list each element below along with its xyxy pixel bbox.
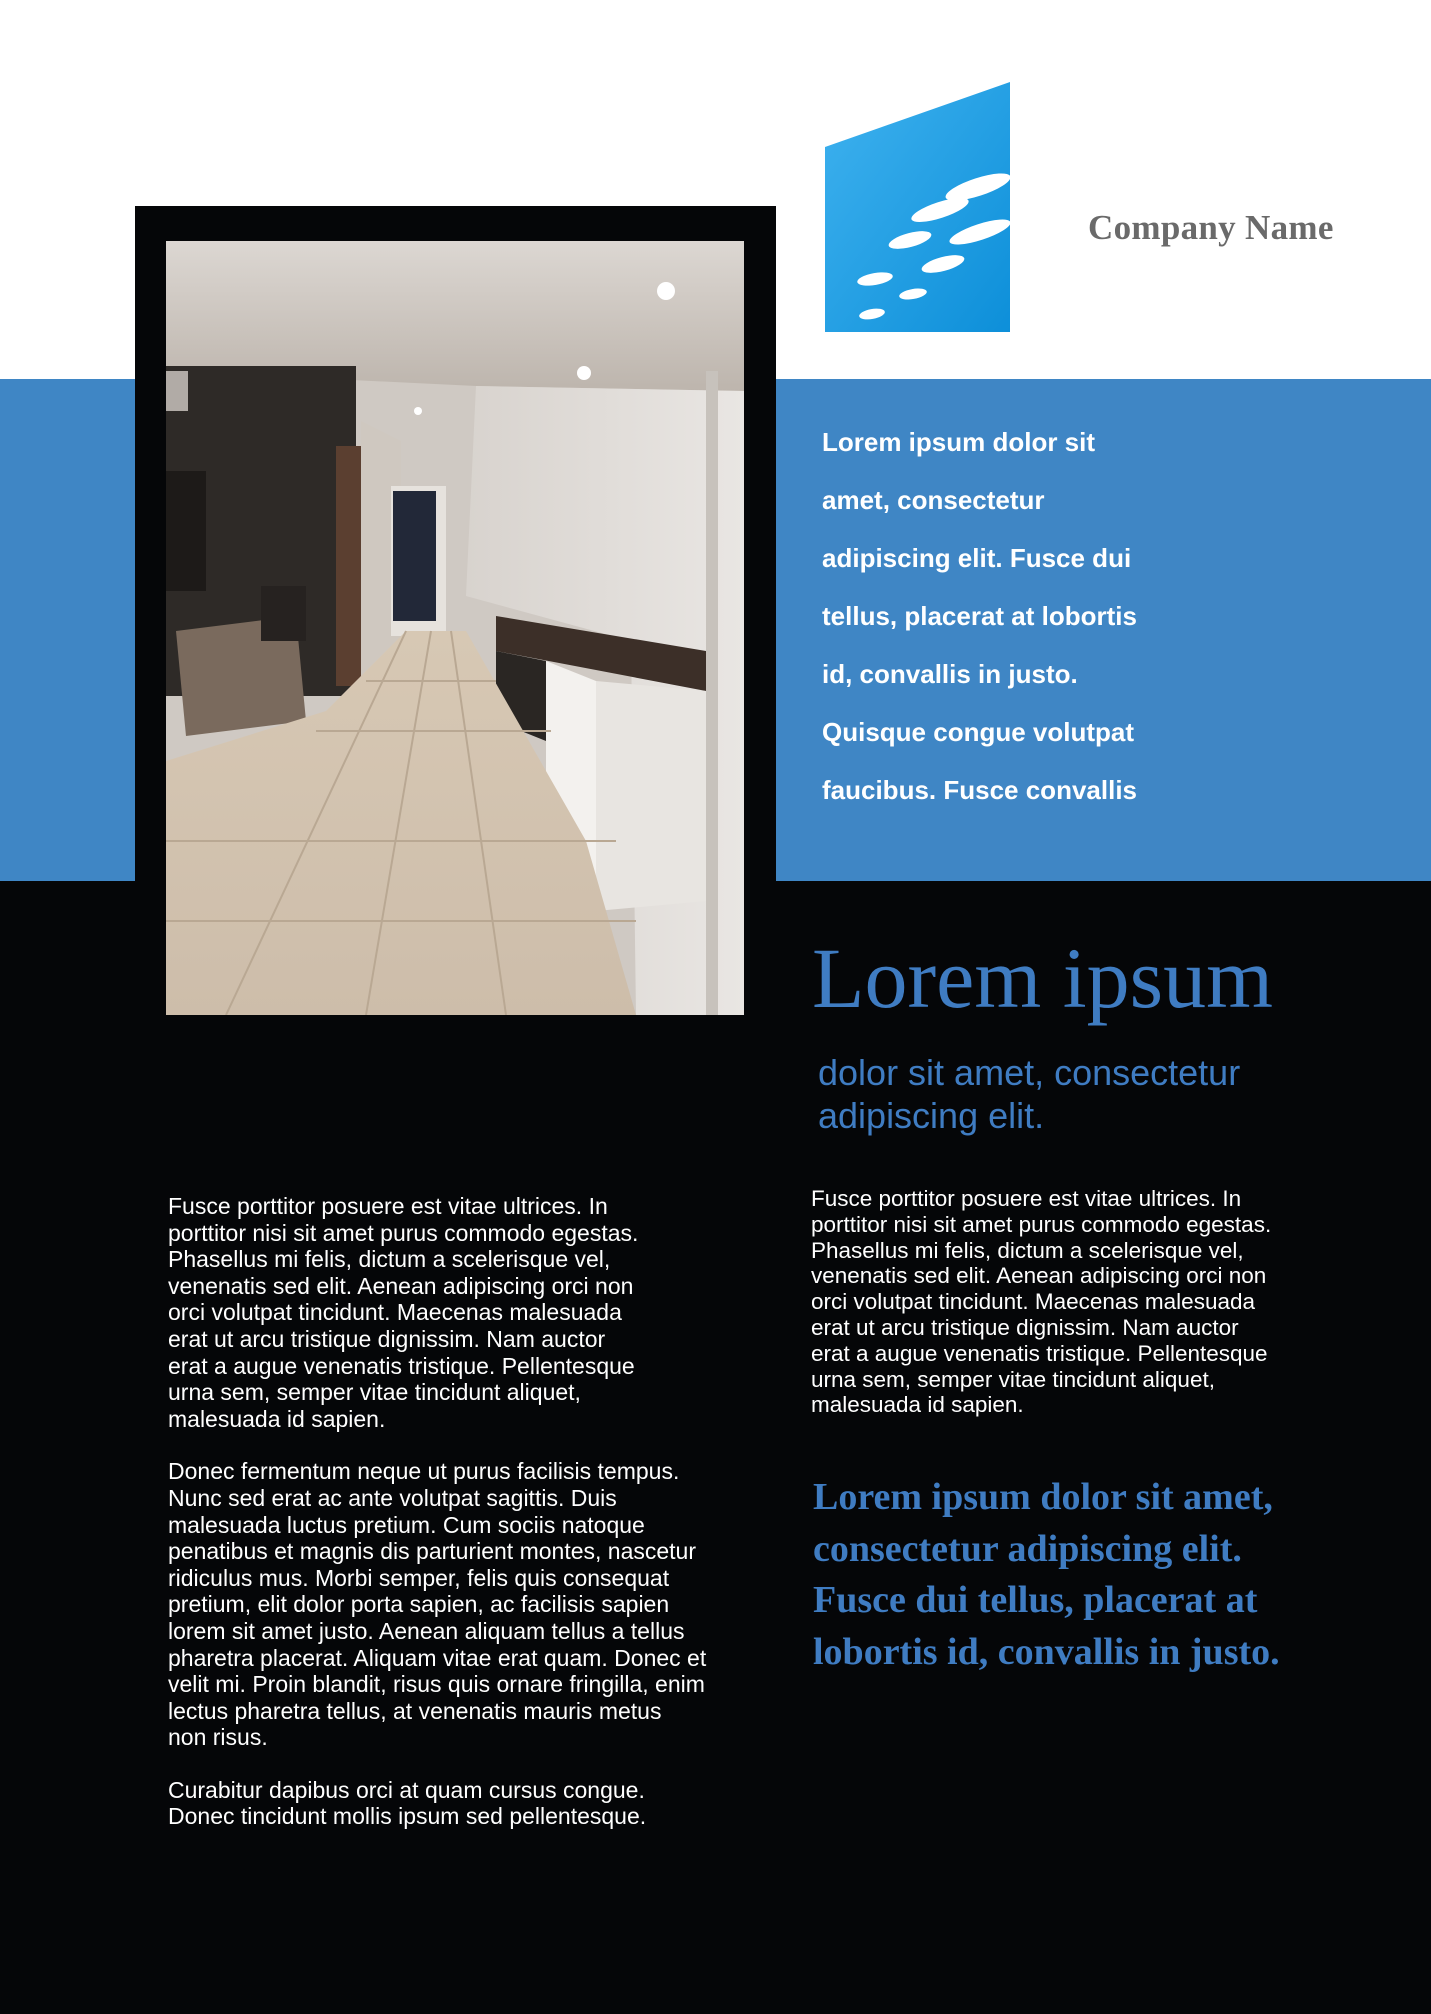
building-logo-icon xyxy=(825,82,1013,332)
text-line: orci volutpat tincidunt. Maecenas malesuada xyxy=(811,1289,1256,1315)
text-line: velit mi. Proin blandit, risus quis ornare fringilla, enim xyxy=(168,1671,705,1698)
text-line: erat ut arcu tristique dignissim. Nam auctor xyxy=(168,1325,606,1352)
text-line: ridiculus mus. Morbi semper, felis quis consequat xyxy=(168,1564,670,1591)
band-text xyxy=(822,413,1222,819)
band-text-line: Quisque congue volutpat xyxy=(822,717,1135,747)
text-line: porttitor nisi sit amet purus commodo egestas. xyxy=(168,1219,639,1246)
band-text-line: Lorem ipsum dolor sit xyxy=(822,427,1096,457)
text-line: malesuada id sapien. xyxy=(811,1392,1024,1418)
text-line: lectus pharetra tellus, at venenatis mauris metus xyxy=(168,1697,662,1724)
band-text-line: id, convallis in justo. xyxy=(822,659,1078,689)
quote-line: Lorem ipsum dolor sit amet, xyxy=(813,1476,1273,1518)
left-column xyxy=(168,1193,706,1856)
text-line: Nunc sed erat ac ante volutpat sagittis. Duis xyxy=(168,1484,617,1511)
company-name: Company Name xyxy=(1088,208,1334,247)
pull-quote xyxy=(813,1472,1373,1678)
band-text-line: faucibus. Fusce convallis xyxy=(822,775,1137,805)
text-line: orci volutpat tincidunt. Maecenas malesuada xyxy=(168,1299,622,1326)
right-column xyxy=(811,1186,1271,1444)
quote-line: consectetur adipiscing elit. xyxy=(813,1527,1242,1570)
headline-title: Lorem ipsum xyxy=(812,930,1273,1026)
headline-subtitle: dolor sit amet, consectetur adipiscing elit. xyxy=(818,1052,1241,1136)
text-line: penatibus et magnis dis parturient montes, nascetur xyxy=(168,1538,697,1565)
quote-line: Fusce dui tellus, placerat at xyxy=(813,1579,1258,1621)
text-line: non risus. xyxy=(168,1724,268,1751)
text-line: erat a augue venenatis tristique. Pellentesque xyxy=(811,1340,1268,1366)
text-line: venenatis sed elit. Aenean adipiscing orci non xyxy=(168,1272,634,1299)
right-paragraph-1 xyxy=(811,1186,1271,1418)
text-line: Curabitur dapibus orci at quam cursus congue. xyxy=(168,1776,645,1803)
left-paragraph-3 xyxy=(168,1777,706,1830)
quote-line: lobortis id, convallis in justo. xyxy=(813,1630,1280,1673)
left-paragraph-2 xyxy=(168,1458,706,1751)
text-line: pretium, elit dolor porta sapien, ac facilisis sapien xyxy=(168,1591,670,1618)
text-line: Phasellus mi felis, dictum a scelerisque vel, xyxy=(168,1246,611,1273)
text-line: pharetra placerat. Aliquam vitae erat quam. Donec et xyxy=(168,1644,707,1671)
band-text-line: tellus, placerat at lobortis xyxy=(822,601,1137,631)
band-text-line: adipiscing elit. Fusce dui xyxy=(822,543,1132,573)
left-paragraph-1 xyxy=(168,1193,706,1432)
text-line: Phasellus mi felis, dictum a scelerisque vel, xyxy=(811,1237,1244,1263)
text-line: erat a augue venenatis tristique. Pellentesque xyxy=(168,1352,635,1379)
text-line: venenatis sed elit. Aenean adipiscing orci non xyxy=(811,1263,1267,1289)
text-line: Donec fermentum neque ut purus facilisis tempus. xyxy=(168,1458,680,1485)
text-line: lorem sit amet justo. Aenean aliquam tellus a tellus xyxy=(168,1617,685,1644)
text-line: Fusce porttitor posuere est vitae ultrices. In xyxy=(168,1193,608,1219)
text-line: porttitor nisi sit amet purus commodo egestas. xyxy=(811,1211,1272,1237)
text-line: urna sem, semper vitae tincidunt aliquet, xyxy=(811,1366,1215,1392)
text-line: urna sem, semper vitae tincidunt aliquet, xyxy=(168,1379,581,1406)
text-line: Fusce porttitor posuere est vitae ultrices. In xyxy=(811,1186,1242,1211)
text-line: malesuada luctus pretium. Cum sociis natoque xyxy=(168,1511,645,1538)
text-line: erat ut arcu tristique dignissim. Nam auctor xyxy=(811,1314,1239,1340)
interior-photo xyxy=(166,241,744,1015)
text-line: Donec tincidunt mollis ipsum sed pellentesque. xyxy=(168,1803,647,1830)
band-text-line: amet, consectetur xyxy=(822,485,1045,515)
text-line: malesuada id sapien. xyxy=(168,1405,386,1432)
